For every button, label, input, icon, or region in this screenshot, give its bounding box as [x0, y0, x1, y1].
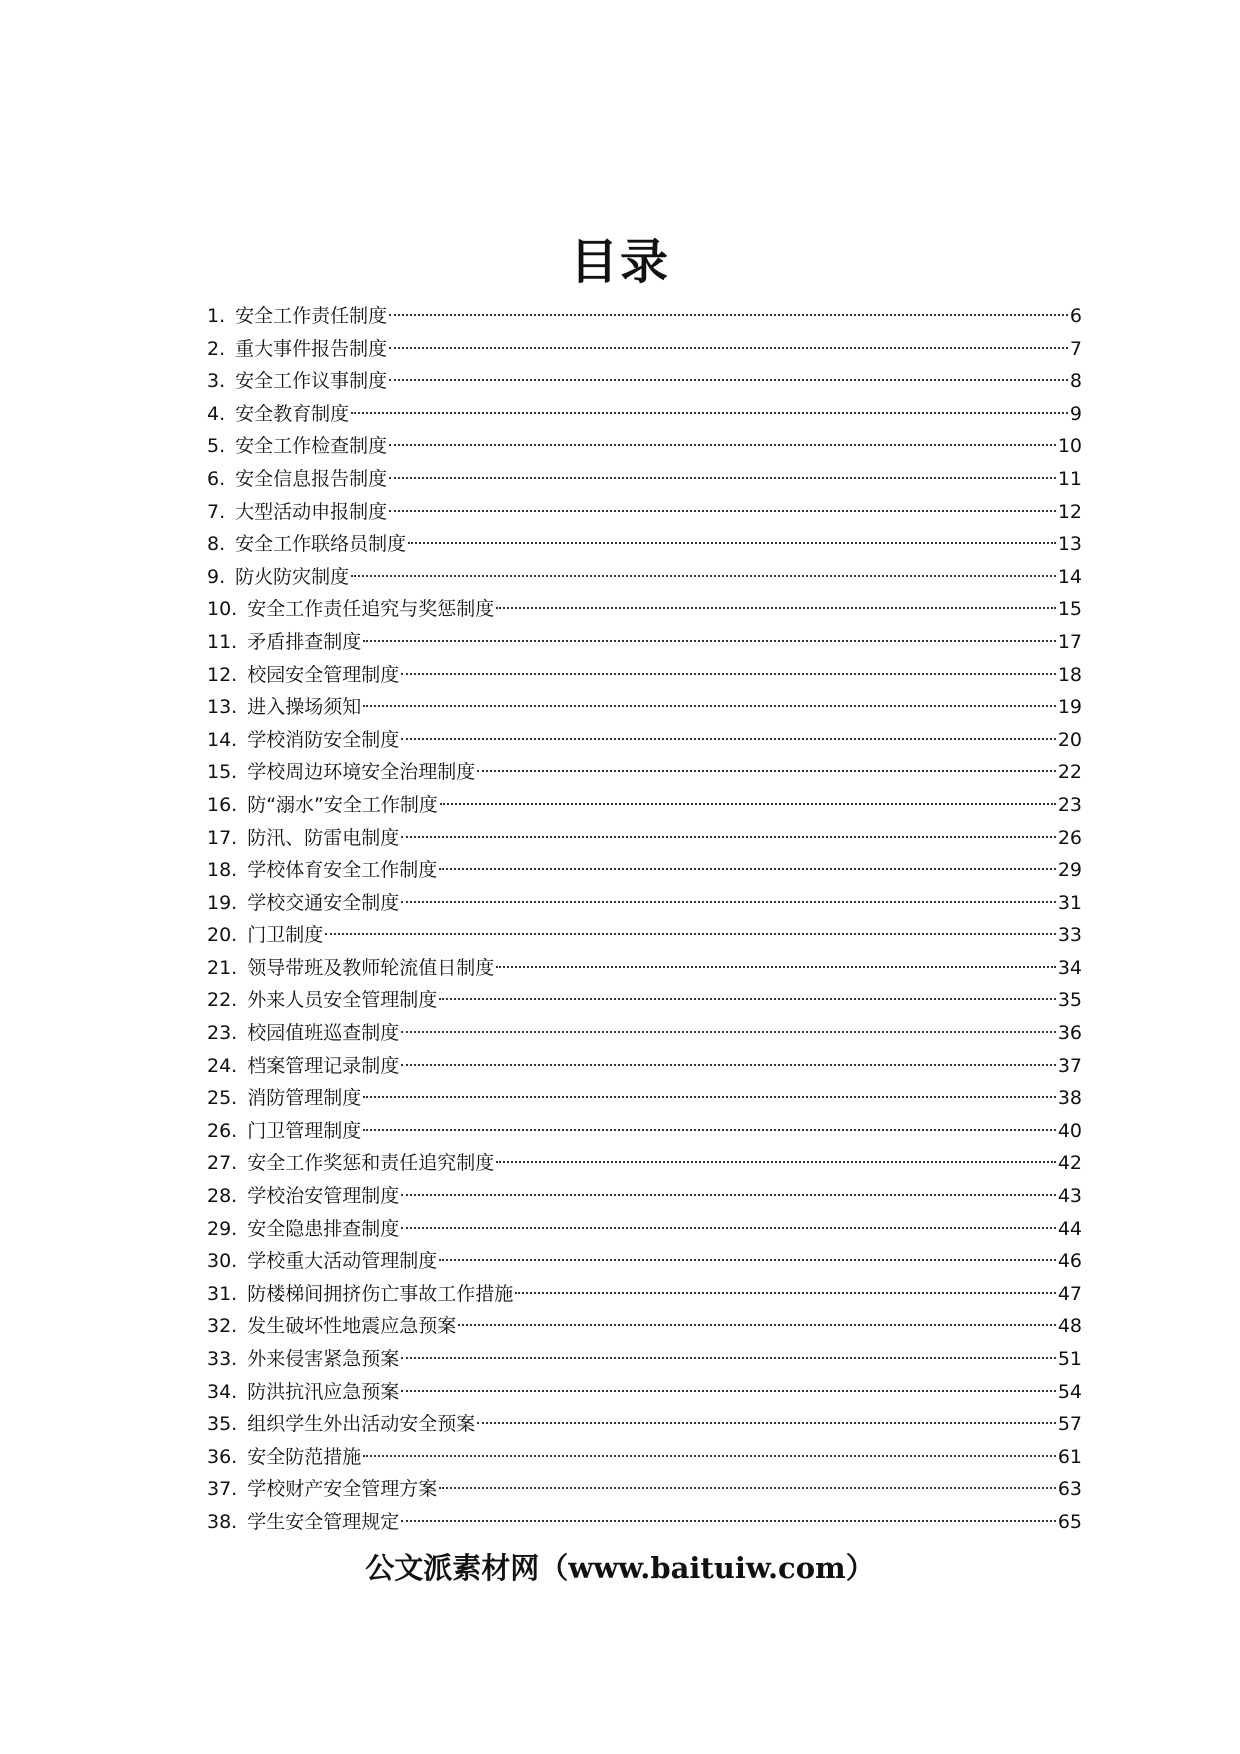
toc-entry[interactable] [207, 528, 1082, 561]
toc-entry[interactable] [207, 1376, 1082, 1409]
toc-dot-leader [401, 835, 1056, 838]
toc-entry[interactable] [207, 919, 1082, 952]
toc-title: 目录 [569, 234, 670, 290]
toc-dot-leader [363, 1095, 1056, 1098]
toc-entry-page-number: 51 [1057, 1348, 1082, 1370]
toc-entry-number: 6. [207, 467, 226, 490]
toc-entry[interactable] [207, 1147, 1082, 1180]
toc-entry-number: 27. [207, 1152, 238, 1175]
toc-entry-label: 安全隐患排查制度 [247, 1217, 400, 1240]
toc-entry[interactable] [207, 626, 1082, 659]
toc-entry[interactable] [207, 854, 1082, 887]
toc-entry-page-number: 23 [1057, 793, 1082, 816]
toc-entry-label: 校园安全管理制度 [247, 663, 400, 686]
toc-dot-leader [477, 769, 1056, 772]
toc-entry-page-number: 31 [1057, 891, 1082, 914]
toc-dot-leader [363, 704, 1056, 707]
toc-entry-label: 校园值班巡查制度 [247, 1022, 400, 1045]
toc-entry-label: 学校体育安全工作制度 [247, 859, 438, 882]
toc-dot-leader [458, 1323, 1056, 1326]
toc-entry-label: 门卫管理制度 [247, 1119, 362, 1142]
toc-entry-page-number: 14 [1057, 565, 1082, 588]
toc-entry-label: 发生破坏性地震应急预案 [247, 1315, 457, 1338]
toc-entry-label: 消防管理制度 [247, 1087, 362, 1110]
toc-entry-number: 33. [207, 1348, 238, 1370]
toc-dot-leader [496, 1160, 1056, 1163]
toc-dot-leader [496, 965, 1056, 968]
toc-dot-leader [439, 1486, 1056, 1489]
toc-entry-number: 7. [207, 500, 226, 523]
toc-entry-page-number: 33 [1057, 924, 1082, 947]
toc-entry-page-number: 42 [1057, 1152, 1082, 1175]
toc-entry-page-number: 40 [1057, 1119, 1082, 1142]
toc-entry[interactable] [207, 822, 1082, 855]
toc-dot-leader [477, 1421, 1056, 1424]
toc-entry-page-number: 54 [1057, 1380, 1082, 1403]
toc-entry-number: 14. [207, 728, 238, 751]
toc-entry-label: 学校重大活动管理制度 [247, 1250, 438, 1273]
toc-entry-label: 防“溺水”安全工作制度 [247, 793, 438, 816]
toc-entry-number: 17. [207, 826, 238, 849]
toc-entry-page-number: 26 [1057, 826, 1082, 849]
toc-entry[interactable] [207, 1017, 1082, 1050]
toc-entry-label: 防楼梯间拥挤伤亡事故工作措施 [247, 1282, 514, 1305]
toc-entry-label: 防洪抗汛应急预案 [247, 1380, 400, 1403]
toc-entry-label: 档案管理记录制度 [247, 1054, 400, 1077]
toc-entry-number: 5. [207, 435, 226, 458]
toc-entry[interactable] [207, 1408, 1082, 1441]
toc-entry-label: 领导带班及教师轮流值日制度 [247, 956, 495, 979]
toc-dot-leader [363, 1128, 1056, 1131]
toc-dot-leader [401, 1389, 1056, 1392]
toc-entry[interactable] [207, 1343, 1082, 1376]
toc-dot-leader [401, 1226, 1056, 1229]
toc-entry-number: 19. [207, 891, 238, 914]
toc-entry-page-number: 46 [1057, 1250, 1082, 1273]
toc-entry-page-number: 37 [1057, 1054, 1082, 1077]
toc-entry[interactable] [207, 1115, 1082, 1148]
toc-entry-label: 学校消防安全制度 [247, 728, 400, 751]
toc-entry-page-number: 6 [1069, 305, 1082, 327]
toc-entry-page-number: 13 [1057, 533, 1082, 556]
toc-dot-leader [389, 346, 1068, 349]
toc-entry-number: 30. [207, 1250, 238, 1273]
toc-entry-label: 学校治安管理制度 [247, 1185, 400, 1208]
toc-dot-leader [515, 1291, 1056, 1294]
toc-entry-number: 18. [207, 859, 238, 882]
toc-entry[interactable] [207, 724, 1082, 757]
toc-dot-leader [389, 443, 1056, 446]
toc-entry-label: 学校财产安全管理方案 [247, 1478, 438, 1501]
toc-entry[interactable] [207, 789, 1082, 822]
toc-entry-page-number: 19 [1057, 696, 1082, 719]
toc-entry[interactable] [207, 1473, 1082, 1506]
toc-entry-label: 重大事件报告制度 [235, 337, 388, 360]
toc-entry-label: 防汛、防雷电制度 [247, 826, 400, 849]
toc-entry[interactable] [207, 756, 1082, 789]
toc-entry-label: 安全防范措施 [247, 1445, 362, 1468]
toc-dot-leader [351, 411, 1068, 414]
toc-entry-page-number: 12 [1057, 500, 1082, 523]
toc-entry-label: 门卫制度 [247, 924, 324, 947]
toc-entry-page-number: 8 [1069, 370, 1082, 393]
toc-dot-leader [389, 476, 1056, 479]
toc-entry[interactable] [207, 398, 1082, 431]
toc-entry-label: 矛盾排查制度 [247, 630, 362, 653]
toc-dot-leader [439, 1258, 1056, 1261]
toc-entry-number: 2. [207, 337, 226, 360]
toc-entry-number: 16. [207, 793, 238, 816]
toc-entry-page-number: 35 [1057, 989, 1082, 1012]
toc-entry-label: 安全工作检查制度 [235, 435, 388, 458]
toc-entry-label: 安全工作议事制度 [235, 370, 388, 393]
toc-entry[interactable] [207, 496, 1082, 529]
toc-entry[interactable] [207, 1278, 1082, 1311]
toc-entry-page-number: 48 [1057, 1315, 1082, 1338]
toc-entry-label: 进入操场须知 [247, 696, 362, 719]
toc-entry[interactable] [207, 1050, 1082, 1083]
toc-entry-page-number: 61 [1057, 1445, 1082, 1468]
toc-entry-page-number: 20 [1057, 728, 1082, 751]
toc-entry-number: 28. [207, 1185, 238, 1208]
toc-dot-leader [389, 313, 1068, 316]
toc-dot-leader [325, 932, 1056, 935]
toc-dot-leader [408, 541, 1056, 544]
toc-entry-number: 37. [207, 1478, 238, 1501]
toc-entry-number: 15. [207, 761, 238, 784]
toc-entry[interactable] [207, 561, 1082, 594]
toc-entry-page-number: 29 [1057, 859, 1082, 882]
toc-entry-page-number: 44 [1057, 1217, 1082, 1240]
toc-dot-leader [439, 997, 1056, 1000]
toc-entry[interactable] [207, 1310, 1082, 1343]
toc-entry-number: 21. [207, 956, 238, 979]
toc-dot-leader [389, 378, 1068, 381]
toc-entry[interactable] [207, 1506, 1082, 1539]
toc-entry-number: 9. [207, 565, 226, 588]
toc-entry-number: 10. [207, 598, 238, 621]
toc-dot-leader [496, 606, 1056, 609]
toc-entry[interactable] [207, 333, 1082, 366]
toc-entry-label: 外来人员安全管理制度 [247, 989, 438, 1012]
toc-dot-leader [401, 1030, 1056, 1033]
footer-watermark: 公文派素材网（www.baituiw.com） [365, 1551, 875, 1585]
toc-dot-leader [401, 672, 1056, 675]
toc-entry-number: 8. [207, 533, 226, 556]
toc-entry-number: 29. [207, 1217, 238, 1240]
toc-entry-page-number: 43 [1057, 1185, 1082, 1208]
toc-entry-number: 23. [207, 1022, 238, 1045]
toc-entry-number: 11. [207, 630, 238, 653]
toc-entry-page-number: 47 [1057, 1282, 1082, 1305]
table-of-contents [207, 300, 1082, 1539]
toc-dot-leader [389, 509, 1056, 512]
toc-entry-page-number: 9 [1069, 402, 1082, 425]
toc-entry-number: 35. [207, 1413, 238, 1436]
toc-entry[interactable] [207, 593, 1082, 626]
toc-entry-page-number: 15 [1057, 598, 1082, 621]
toc-dot-leader [401, 1063, 1056, 1066]
toc-entry-number: 24. [207, 1054, 238, 1077]
toc-entry-label: 大型活动申报制度 [235, 500, 388, 523]
toc-entry-page-number: 38 [1057, 1087, 1082, 1110]
toc-entry-number: 36. [207, 1445, 238, 1468]
toc-dot-leader [401, 1519, 1056, 1522]
toc-entry-label: 安全工作奖惩和责任追究制度 [247, 1152, 495, 1175]
toc-dot-leader [363, 639, 1056, 642]
toc-entry-number: 26. [207, 1119, 238, 1142]
toc-entry-label: 学校交通安全制度 [247, 891, 400, 914]
toc-dot-leader [439, 867, 1056, 870]
toc-entry-page-number: 34 [1057, 956, 1082, 979]
toc-dot-leader [401, 737, 1056, 740]
toc-entry-label: 安全工作责任制度 [235, 305, 388, 327]
toc-entry-page-number: 17 [1057, 630, 1082, 653]
toc-entry-number: 38. [207, 1510, 238, 1533]
toc-dot-leader [401, 1193, 1056, 1196]
toc-dot-leader [351, 574, 1056, 577]
toc-entry-label: 外来侵害紧急预案 [247, 1348, 400, 1370]
toc-entry-number: 22. [207, 989, 238, 1012]
toc-entry-page-number: 7 [1069, 337, 1082, 360]
toc-entry[interactable] [207, 300, 1082, 333]
toc-entry[interactable] [207, 1082, 1082, 1115]
toc-entry[interactable] [207, 1213, 1082, 1246]
toc-dot-leader [363, 1454, 1056, 1457]
toc-entry[interactable] [207, 463, 1082, 496]
toc-entry-number: 25. [207, 1087, 238, 1110]
toc-dot-leader [440, 802, 1056, 805]
toc-entry-number: 13. [207, 696, 238, 719]
toc-entry[interactable] [207, 691, 1082, 724]
toc-entry-page-number: 57 [1057, 1413, 1082, 1436]
toc-entry-number: 4. [207, 402, 226, 425]
toc-entry-label: 学校周边环境安全治理制度 [247, 761, 476, 784]
toc-entry-number: 34. [207, 1380, 238, 1403]
toc-dot-leader [401, 1356, 1056, 1359]
toc-entry[interactable] [207, 952, 1082, 985]
toc-entry-number: 1. [207, 305, 226, 327]
toc-entry-label: 安全工作联络员制度 [235, 533, 407, 556]
toc-dot-leader [401, 900, 1056, 903]
toc-entry-number: 20. [207, 924, 238, 947]
toc-entry[interactable] [207, 984, 1082, 1017]
toc-entry-label: 防火防灾制度 [235, 565, 350, 588]
toc-entry-number: 3. [207, 370, 226, 393]
toc-entry[interactable] [207, 1245, 1082, 1278]
toc-entry-page-number: 63 [1057, 1478, 1082, 1501]
toc-entry-number: 32. [207, 1315, 238, 1338]
toc-entry[interactable] [207, 365, 1082, 398]
toc-entry-page-number: 36 [1057, 1022, 1082, 1045]
toc-entry[interactable] [207, 430, 1082, 463]
toc-entry-page-number: 11 [1057, 467, 1082, 490]
toc-entry-page-number: 10 [1057, 435, 1082, 458]
toc-entry-label: 组织学生外出活动安全预案 [247, 1413, 476, 1436]
toc-entry-label: 安全工作责任追究与奖惩制度 [247, 598, 495, 621]
toc-entry-label: 学生安全管理规定 [247, 1510, 400, 1533]
toc-entry[interactable] [207, 1180, 1082, 1213]
toc-entry-number: 12. [207, 663, 238, 686]
toc-entry[interactable] [207, 1441, 1082, 1474]
toc-entry-page-number: 22 [1057, 761, 1082, 784]
toc-entry-page-number: 65 [1057, 1510, 1082, 1533]
toc-entry-number: 31. [207, 1282, 238, 1305]
toc-entry[interactable] [207, 659, 1082, 692]
toc-entry-label: 安全教育制度 [235, 402, 350, 425]
toc-entry-page-number: 18 [1057, 663, 1082, 686]
toc-entry[interactable] [207, 887, 1082, 920]
toc-entry-label: 安全信息报告制度 [235, 467, 388, 490]
